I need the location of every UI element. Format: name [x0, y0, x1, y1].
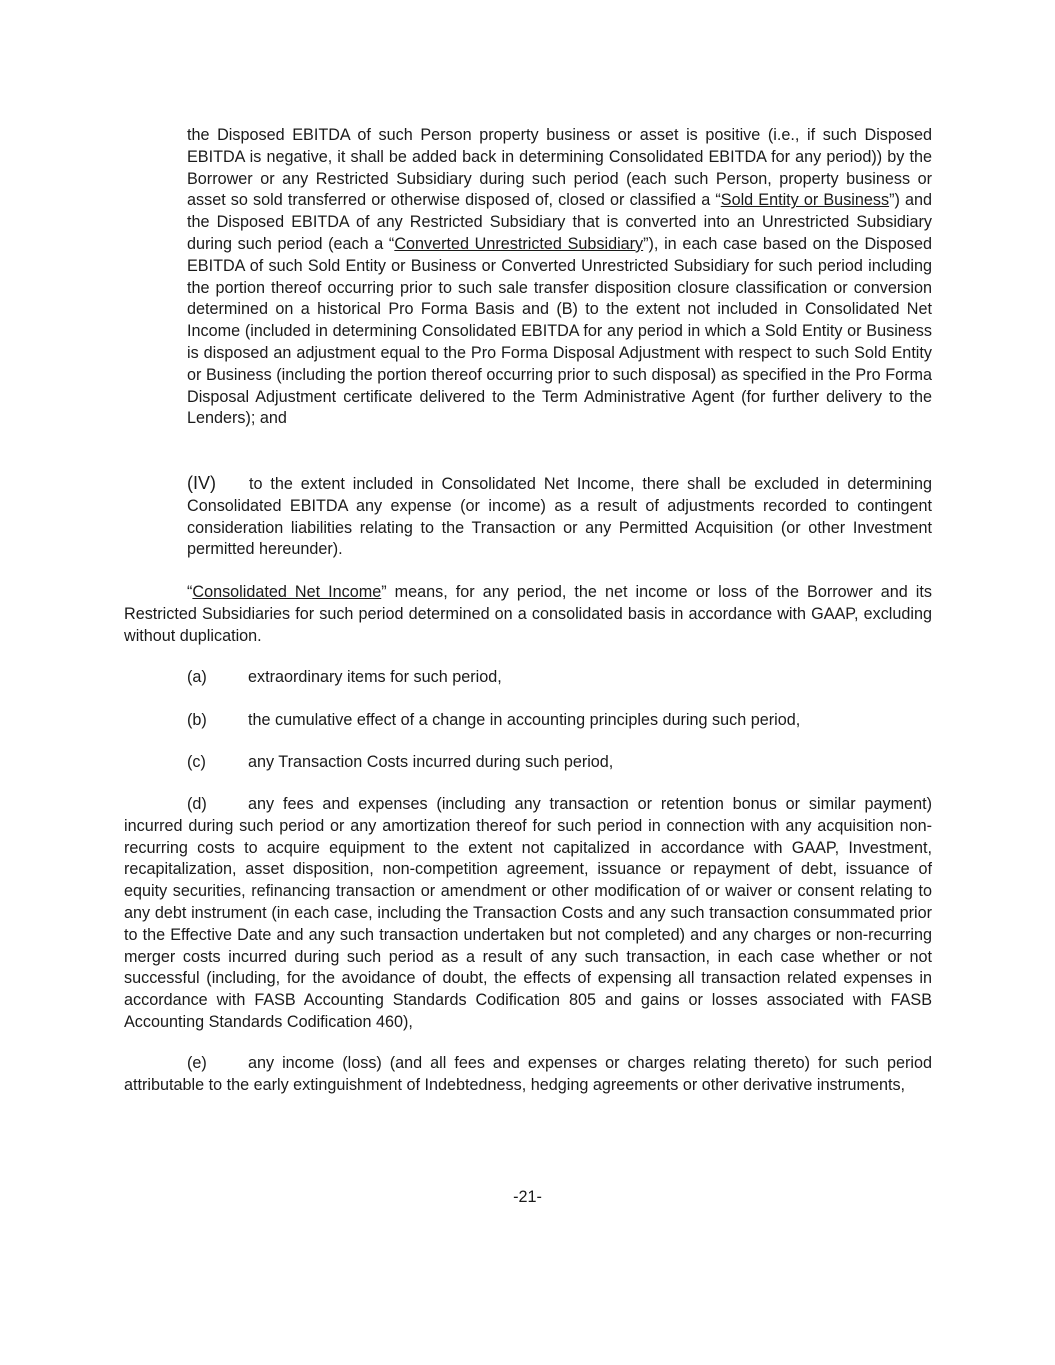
clause-label-iv: (IV)	[187, 473, 216, 493]
list-item-c	[187, 752, 932, 774]
list-item-a	[187, 667, 932, 689]
item-label: (d)	[187, 795, 207, 813]
item-text: any income (loss) (and all fees and expenses or charges relating thereto) for such period attributable to the early extinguishment of Indebtedness, hedging agreements or other derivative instruments,	[124, 1054, 932, 1094]
defined-term-consolidated-net-income: Consolidated Net Income	[192, 583, 382, 601]
defined-term-converted-unrestricted-subsidiary: Converted Unrestricted Subsidiary	[394, 234, 644, 253]
item-label: (c)	[187, 753, 206, 771]
item-text: extraordinary items for such period,	[248, 668, 502, 686]
definition-text: ” means, for any period, the net income or loss of the Borrower and its Restricted Subsidiaries for such period determined on a consolidated basis in accordance with GAAP, excluding without duplication.	[124, 583, 932, 645]
paragraph-text: ”), in each case based on the Disposed EBITDA of such Sold Entity or Business or Converted Unrestricted Subsidiary for such period including the portion thereof occurring prior to such sale transfer disposition closure classification or conversion determined on a historical Pro Forma Basis and (B) to the extent not included in Consolidated Net Income (included in determining Consolidated EBITDA for any period in which a Sold Entity or Business is disposed an adjustment equal to the Pro Forma Disposal Adjustment with respect to such Sold Entity or Business (including the portion thereof occurring prior to such disposal) as specified in the Pro Forma Disposal Adjustment certificate delivered to the Term Administrative Agent (for further delivery to the Lenders); and	[187, 234, 932, 428]
item-label: (b)	[187, 711, 207, 729]
page-number: -21-	[513, 1188, 542, 1206]
paragraph-text: the Disposed EBITDA of such Person property business or asset is positive (i.e., if such Disposed EBITDA is negative, it shall be added back in determining Consolidated EBITDA for any period)) by the Borrower or any Restricted Subsidiary during such period (each such Person, property business or asset so sold transferred or otherwise disposed of, closed or classified a “	[187, 126, 932, 210]
definition-consolidated-net-income	[124, 582, 932, 647]
item-label: (e)	[187, 1054, 207, 1072]
item-text: any Transaction Costs incurred during such period,	[248, 753, 614, 771]
item-label: (a)	[187, 668, 207, 686]
list-item-d	[124, 794, 932, 1034]
list-item-e	[124, 1053, 932, 1097]
paragraph-iv	[187, 473, 932, 561]
item-text: any fees and expenses (including any transaction or retention bonus or similar payment) incurred during such period or any amortization thereof for such period in connection with any acquisition non-recurring costs to acquire equipment to the extent not capitalized in accordance with GAAP, Investment, recapitalization, asset disposition, non-competition agreement, issuance or repayment of debt, issuance of equity securities, refinancing transaction or amendment or other modification of or waiver or consent relating to any debt instrument (in each case, including the Transaction Costs and any such transaction consummated prior to the Effective Date and any such transaction undertaken but not completed) and any charges or non-recurring merger costs incurred during such period as a result of any such transaction, in each case whether or not successful (including, for the avoidance of doubt, the effects of expensing all transaction related expenses in accordance with FASB Accounting Standards Codification 805 and gains or losses associated with FASB Accounting Standards Codification 460),	[124, 795, 932, 1031]
list-item-b	[187, 710, 932, 732]
defined-term-sold-entity: Sold Entity or Business	[720, 191, 890, 210]
open-quote: “	[187, 583, 193, 601]
paragraph-text: ”) and the Disposed EBITDA of any Restricted Subsidiary that is converted into an Unrestricted Subsidiary during such period (each a “	[187, 191, 932, 253]
clause-text-iv: to the extent included in Consolidated Net Income, there shall be excluded in determining Consolidated EBITDA any expense (or income) as a result of adjustments recorded to contingent consideration liabilities relating to the Transaction or any Permitted Acquisition (or other Investment permitted hereunder).	[187, 475, 932, 559]
paragraph-disposed-ebitda	[187, 125, 932, 430]
item-text: the cumulative effect of a change in accounting principles during such period,	[248, 711, 801, 729]
